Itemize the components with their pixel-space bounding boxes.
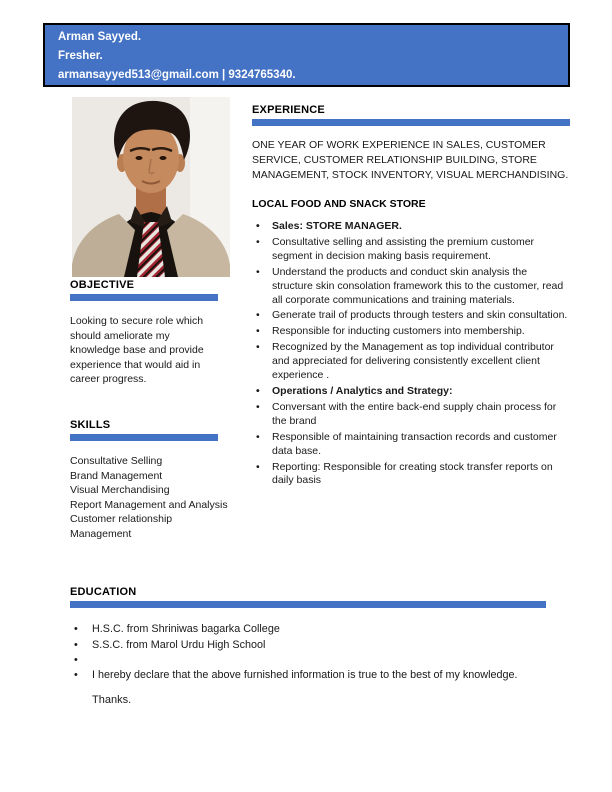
skills-list <box>70 454 228 542</box>
experience-underline-bar <box>252 119 570 126</box>
contact-line: armansayyed513@gmail.com | 9324765340. <box>58 69 296 81</box>
education-list <box>70 622 562 683</box>
experience-section <box>252 104 570 490</box>
skill-item: Consultative Selling <box>70 455 163 467</box>
skills-underline-bar <box>70 434 218 441</box>
skill-item: Brand Management <box>70 469 163 482</box>
skill-item: Visual Merchandising <box>70 484 170 497</box>
education-heading: EDUCATION <box>70 586 137 598</box>
experience-bullet-list <box>252 220 570 488</box>
education-section <box>70 586 562 706</box>
education-item-empty <box>70 653 562 667</box>
skill-item: Report Management and Analysis <box>70 498 228 511</box>
employer-name: LOCAL FOOD AND SNACK STORE <box>252 198 426 210</box>
experience-bullet: • Responsible for inducting customers into membership. <box>252 325 570 339</box>
objective-section <box>70 279 222 387</box>
education-item: • S.S.C. from Marol Urdu High School <box>70 638 562 653</box>
education-item: • H.S.C. from Shriniwas bagarka College <box>70 622 562 637</box>
person-name: Arman Sayyed. <box>58 31 142 43</box>
experience-bullet: • Understand the products and conduct skin analysis the structure skin consolation framework this to the customer, read all corporate communications and training materials. <box>252 266 570 308</box>
profile-photo <box>72 97 230 277</box>
experience-bullet: • Sales: STORE MANAGER. <box>252 220 570 234</box>
declaration-text: • I hereby declare that the above furnished information is true to the best of my knowledge. <box>70 668 562 683</box>
experience-bullet: • Reporting: Responsible for creating stock transfer reports on daily basis <box>252 461 570 489</box>
profile-photo-illustration <box>72 97 230 277</box>
skills-heading: SKILLS <box>70 419 111 431</box>
experience-bullet: • Conversant with the entire back-end supply chain process for the brand <box>252 401 570 429</box>
education-underline-bar <box>70 601 546 608</box>
objective-underline-bar <box>70 294 218 301</box>
experience-heading: EXPERIENCE <box>252 104 325 116</box>
objective-heading: OBJECTIVE <box>70 279 135 291</box>
closing-text: Thanks. <box>92 693 132 706</box>
person-title: Fresher. <box>58 50 103 62</box>
experience-bullet: • Recognized by the Management as top individual contributor and appreciated for delivering consistently excellent client experience . <box>252 341 570 383</box>
skills-section <box>70 419 228 542</box>
experience-summary: ONE YEAR OF WORK EXPERIENCE IN SALES, CUSTOMER SERVICE, CUSTOMER RELATIONSHIP BUILDING, STORE MANAGEMENT, STOCK INVENTORY, VISUAL MERCHANDISING. <box>252 139 569 181</box>
experience-bullet: • Consultative selling and assisting the premium customer segment in decision making basis requirement. <box>252 236 570 264</box>
objective-text: Looking to secure role which should ameliorate my knowledge base and provide experience that would aid in career progress. <box>70 315 204 386</box>
experience-bullet: • Responsible of maintaining transaction records and customer data base. <box>252 431 570 459</box>
experience-bullet: • Operations / Analytics and Strategy: <box>252 385 570 399</box>
experience-bullet: • Generate trail of products through testers and skin consultation. <box>252 309 570 323</box>
header-banner <box>43 23 570 87</box>
skill-item: Customer relationship Management <box>70 513 173 540</box>
